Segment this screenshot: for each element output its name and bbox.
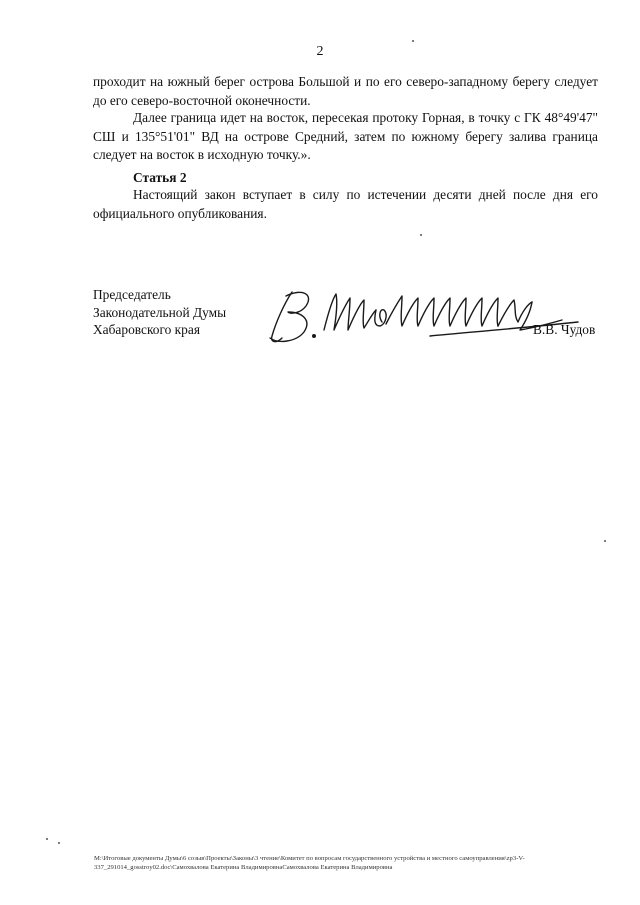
signatory-title-line: Законодательной Думы (93, 304, 227, 320)
signatory-title (93, 286, 226, 339)
signer-name: В.В. Чудов (533, 322, 596, 337)
scan-artifact (604, 540, 606, 542)
scan-artifact (58, 842, 60, 844)
signatory-title-line: Хабаровского края (93, 322, 200, 337)
paragraph-boundary-description: Далее граница идет на восток, пересекая протоку Горная, в точку с ГК 48°49'47" СШ и 135°51'01" ВД на острове Средний, затем по южному берегу залива граница следует на восток в исходную точку.». (93, 110, 598, 163)
paragraph-entry-into-force: Настоящий закон вступает в силу по истечении десяти дней после дня его официального опубликования. (93, 187, 598, 221)
footer-file-path: M:\Итоговые документы Думы\6 созыв\Проекты\Законы\3 чтение\Комитет по вопросам государственного устройства и местного самоуправления\zp3-V-337_291014_gosstroy02.doc\Самохвалова Екатерина ВладимировнаСамохвалова Екатерина Владимировна (94, 855, 525, 871)
page-number: 2 (316, 44, 324, 59)
scan-artifact (46, 838, 48, 840)
paragraph-boundary-continuation: проходит на южный берег острова Большой и по его северо-западному берегу следует до его северо-восточной оконечности. (93, 74, 598, 108)
signatory-title-line: Председатель (93, 287, 171, 302)
scan-artifact (412, 40, 414, 42)
handwritten-signature (262, 274, 582, 354)
scan-artifact (420, 234, 422, 236)
article-heading: Статья 2 (133, 170, 187, 185)
